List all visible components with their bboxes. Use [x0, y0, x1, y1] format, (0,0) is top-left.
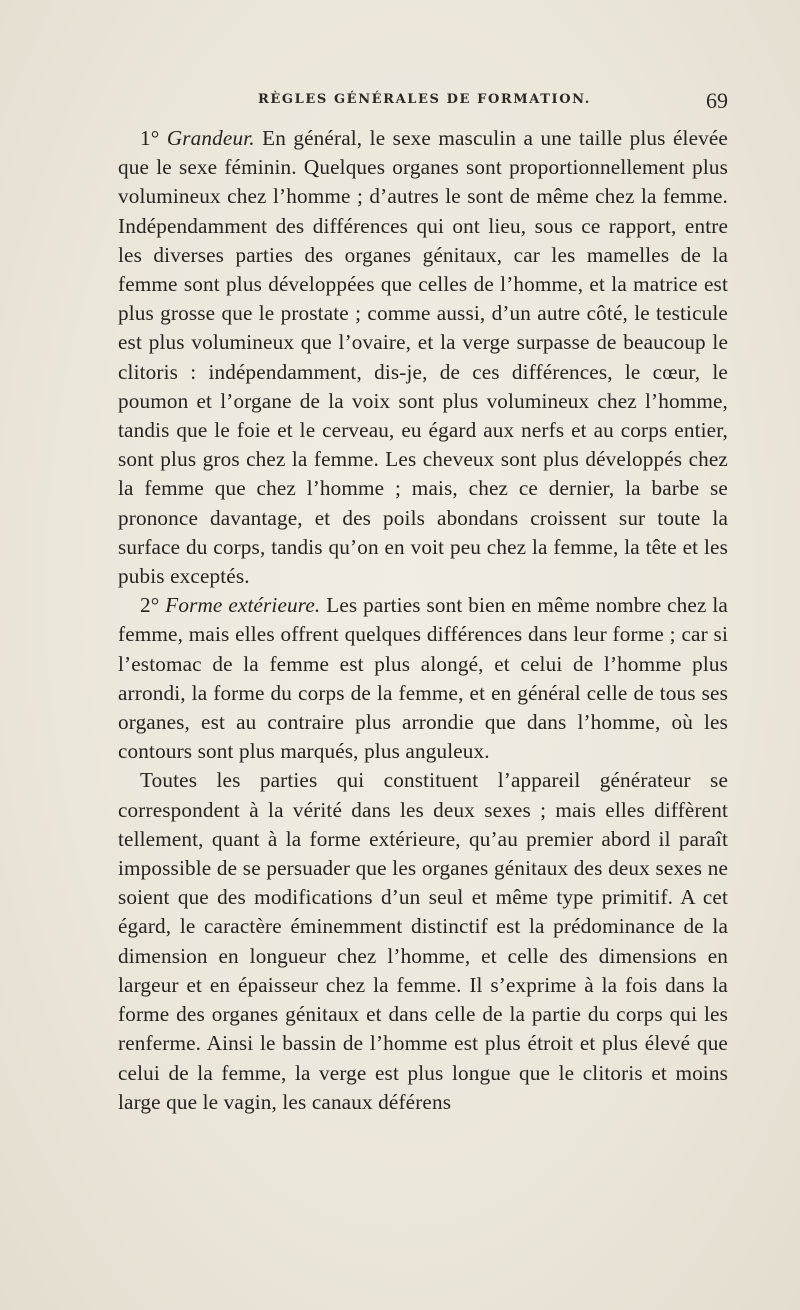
running-title: RÈGLES GÉNÉRALES DE FORMATION. [258, 92, 591, 107]
body-text [118, 124, 728, 1117]
paragraph-grandeur [118, 124, 728, 591]
paragraph-text: Les parties sont bien en même nombre chez la femme, mais elles offrent quelques différences dans leur forme ; car si l’estomac de la femme est plus alongé, et celui de l’homme plus arrondi, la forme du corps de la femme, et en général celle de tous ses organes, est au contraire plus arrondie que dans l’homme, où les contours sont plus marqués, plus anguleux. [118, 593, 728, 764]
page-number: 69 [706, 88, 728, 113]
paragraph-toutes-les-parties [118, 766, 728, 1116]
section-heading: Grandeur. [166, 126, 255, 150]
section-number: 1° [140, 126, 167, 150]
paragraph-forme-exterieure [118, 591, 728, 766]
paragraph-text: En général, le sexe masculin a une taille plus élevée que le sexe féminin. Quelques organes sont proportionnellement plus volumineux chez l’homme ; d’autres le sont de même chez la femme. Indépendamment des différences qui ont lieu, sous ce rapport, entre les diverses parties des organes génitaux, car les mamelles de la femme sont plus développées que celles de l’homme, et la matrice est plus grosse que le prostate ; comme aussi, d’un autre côté, le testicule est plus volumineux que l’ovaire, et la verge surpasse de beaucoup le clitoris : indépendamment, dis-je, de ces différences, le cœur, le poumon et l’organe de la voix sont plus volumineux chez l’homme, tandis que le foie et le cerveau, eu égard aux nerfs et au corps entier, sont plus gros chez la femme. Les cheveux sont plus développés chez la femme que chez l’homme ; mais, chez ce dernier, la barbe se prononce davantage, et des poils abondans croissent sur toute la surface du corps, tandis qu’on en voit peu chez la femme, la tête et les pubis exceptés. [118, 126, 728, 589]
page-header [118, 88, 738, 118]
paragraph-text: Toutes les parties qui constituent l’appareil générateur se correspondent à la vérité dans les deux sexes ; mais elles diffèrent tellement, quant à la forme extérieure, qu’au premier abord il paraît impossible de se persuader que les organes génitaux des deux sexes ne soient que des modifications d’un seul et même type primitif. A cet égard, le caractère éminemment distinctif est la prédominance de la dimension en longueur chez l’homme, et celle des dimensions en largeur et en épaisseur chez la femme. Il s’exprime à la fois dans la forme des organes génitaux et dans celle de la partie du corps qui les renferme. Ainsi le bassin de l’homme est plus étroit et plus élevé que celui de la femme, la verge est plus longue que le clitoris et moins large que le vagin, les canaux déférens [118, 768, 728, 1114]
section-heading: Forme extérieure. [165, 593, 321, 618]
section-number: 2° [140, 593, 166, 618]
